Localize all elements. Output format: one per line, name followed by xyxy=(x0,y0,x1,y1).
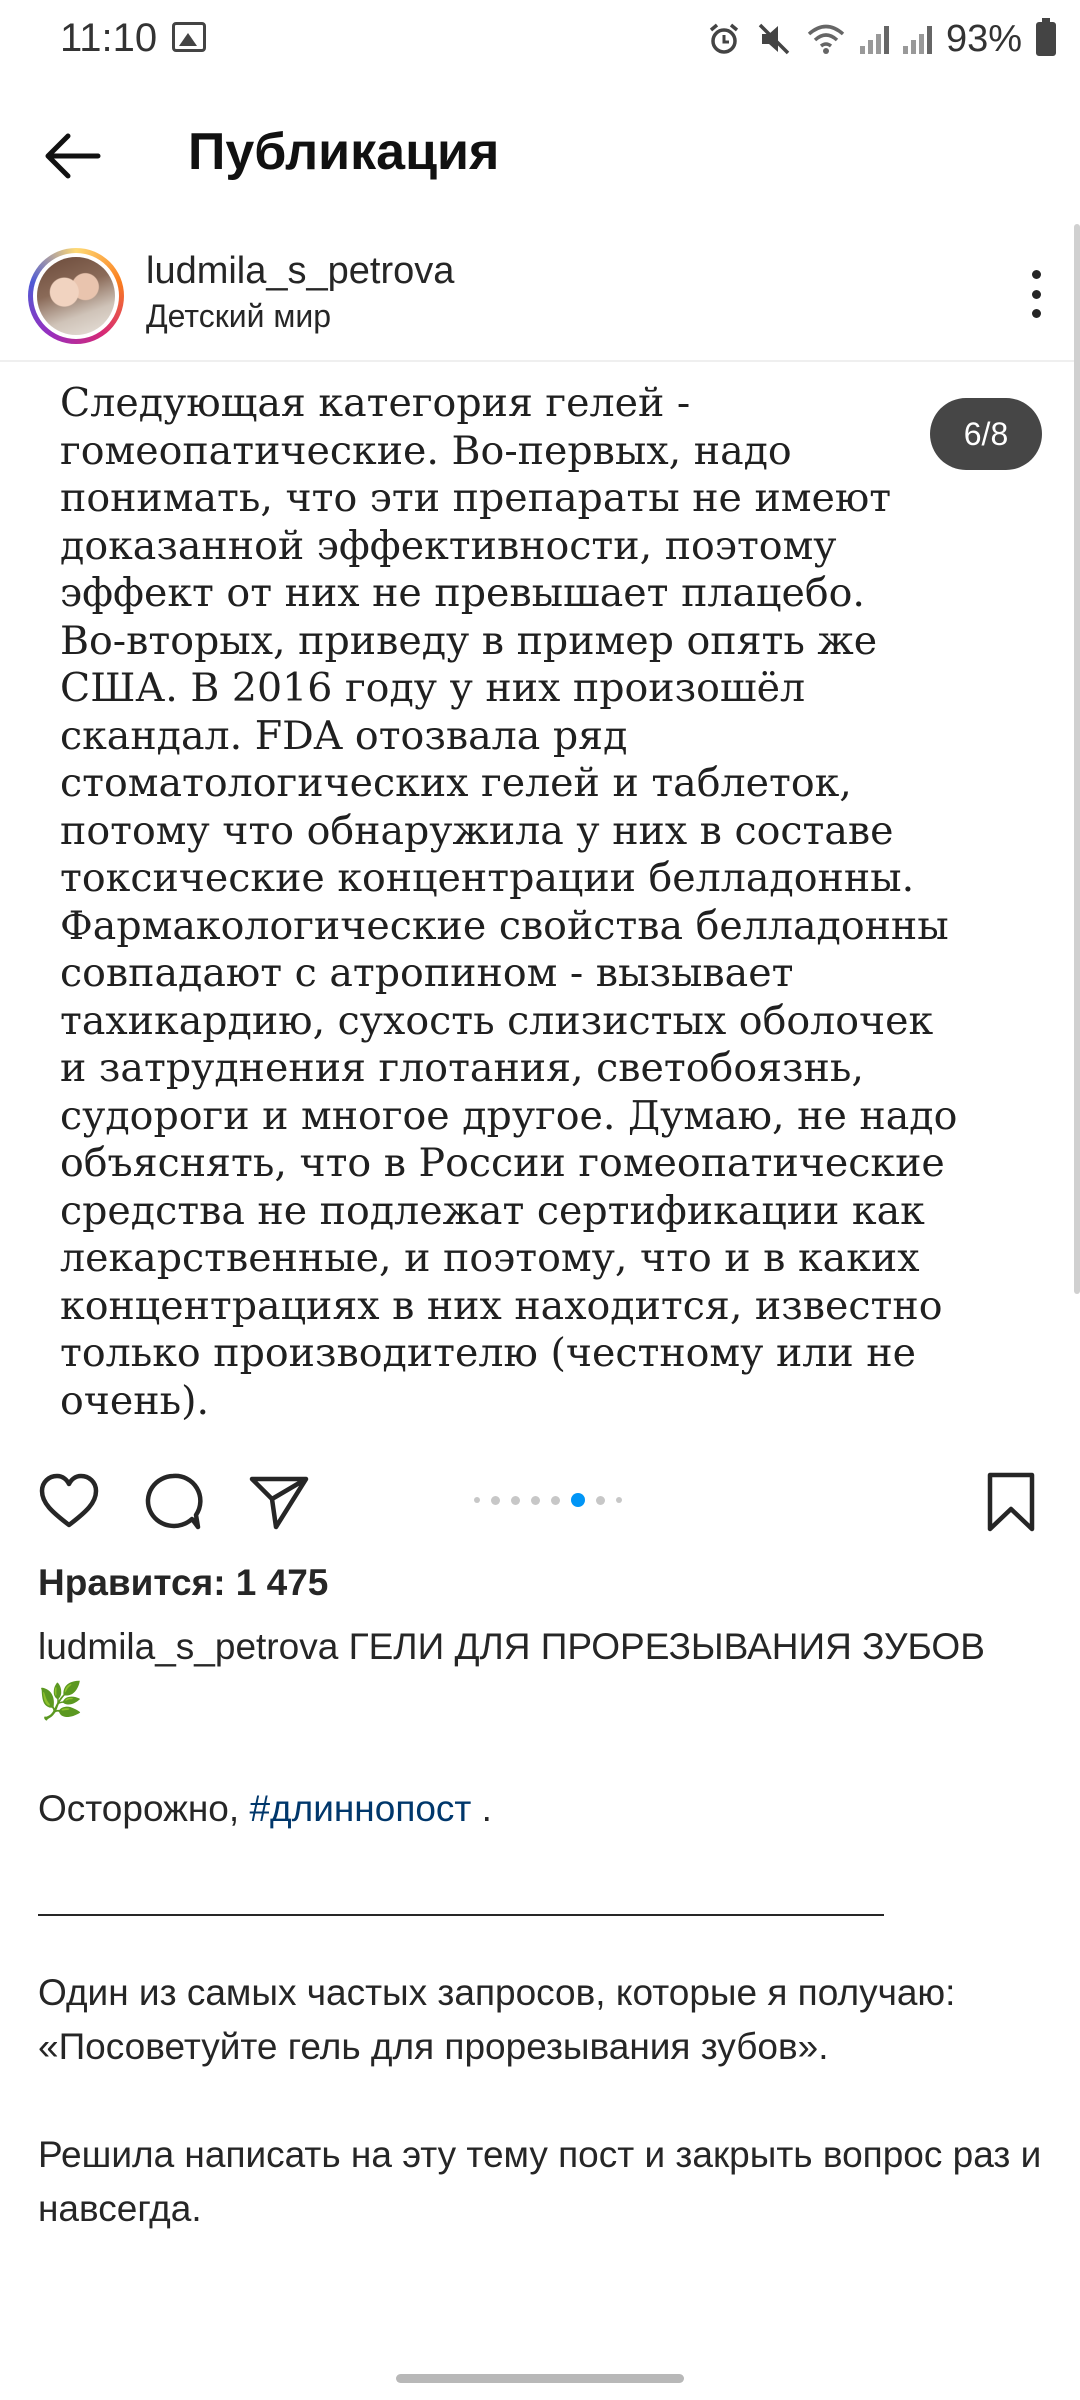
caption-paragraph: Один из самых частых запросов, которые я получаю: «Посоветуйте гель для прорезывания зубов». xyxy=(38,1972,956,2067)
carousel-dot-active xyxy=(571,1493,585,1507)
post-caption xyxy=(38,1620,1048,2236)
app-header xyxy=(0,100,1080,210)
carousel-indicator xyxy=(474,1493,622,1507)
mute-icon xyxy=(756,21,792,57)
post-username[interactable]: ludmila_s_petrova xyxy=(146,250,455,292)
signal-icon xyxy=(860,24,889,54)
arrow-left-icon[interactable] xyxy=(40,124,104,188)
heart-icon[interactable] xyxy=(36,1469,102,1535)
battery-percent: 93% xyxy=(945,17,1022,60)
post-header xyxy=(0,236,1080,360)
herb-emoji: 🌿 xyxy=(38,1680,83,1721)
caption-text: Осторожно, xyxy=(38,1788,250,1829)
carousel-dot xyxy=(551,1496,560,1505)
scrollbar[interactable] xyxy=(1074,224,1080,1294)
comment-icon[interactable] xyxy=(140,1469,206,1535)
post-location[interactable]: Детский мир xyxy=(146,298,332,334)
caption-text: . xyxy=(471,1788,492,1829)
hashtag-link[interactable]: #длиннопост xyxy=(249,1788,472,1829)
bookmark-icon[interactable] xyxy=(978,1469,1044,1535)
alarm-icon xyxy=(706,21,742,57)
carousel-dot xyxy=(531,1496,540,1505)
wifi-icon xyxy=(806,21,846,57)
gallery-notification-icon xyxy=(172,22,206,52)
caption-paragraph: Решила написать на эту тему пост и закрыть вопрос раз и навсегда. xyxy=(38,2134,1042,2229)
status-icons xyxy=(706,14,1056,64)
status-time: 11:10 xyxy=(60,16,158,60)
slide-text: Следующая категория гелей - гомеопатические. Во-первых, надо понимать, что эти препараты не имеют доказанной эффективности, поэтому эффект от них не превышает плацебо. Во-вторых, приведу в пример опять же США. В 2016 году у них произошёл скандал. FDA отозвала ряд стоматологических гелей и таблеток, потому что обнаружила у них в составе токсические концентрации белладонны. Фармакологические свойства белладонны совпадают с атропином - вызывает тахикардию, сухость слизистых оболочек и затруднения глотания, светобоязнь, судороги и многое другое. Думаю, не надо объяснять, что в России гомеопатические средства не подлежат сертификации как лекарственные, и поэтому, что и в каких концентрациях в них находится, известно только производителю (честному или не очень). xyxy=(60,380,958,1424)
send-icon[interactable] xyxy=(246,1469,312,1535)
caption-title-line xyxy=(38,1620,1048,1728)
page-title: Публикация xyxy=(188,123,500,181)
caption-paragraph xyxy=(38,1782,1048,1836)
caption-title: ГЕЛИ ДЛЯ ПРОРЕЗЫВАНИЯ ЗУБОВ xyxy=(348,1626,985,1667)
caption-username[interactable]: ludmila_s_petrova xyxy=(38,1626,339,1667)
caption-divider-line xyxy=(38,1914,884,1916)
battery-icon xyxy=(1036,22,1056,56)
signal-icon xyxy=(903,24,932,54)
carousel-dot xyxy=(511,1496,520,1505)
avatar[interactable] xyxy=(28,248,124,344)
likes-count[interactable]: Нравится: 1 475 xyxy=(38,1562,329,1603)
post-actions xyxy=(0,1455,1080,1545)
avatar-image xyxy=(37,257,115,335)
slide-counter: 6/8 xyxy=(930,398,1042,470)
carousel-dot xyxy=(491,1496,500,1505)
status-bar xyxy=(0,0,1080,80)
carousel-dot xyxy=(616,1497,622,1503)
carousel-dot xyxy=(596,1496,605,1505)
home-indicator[interactable] xyxy=(396,2374,684,2383)
post-carousel-slide[interactable] xyxy=(0,362,1080,1442)
carousel-dot xyxy=(474,1497,480,1503)
more-vertical-icon[interactable] xyxy=(1016,264,1056,324)
